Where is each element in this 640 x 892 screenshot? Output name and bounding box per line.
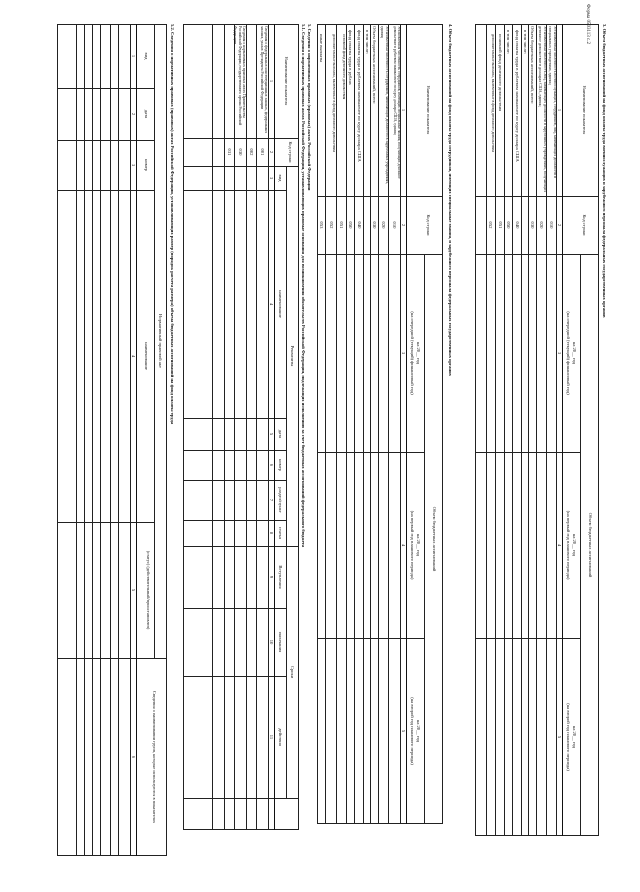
s4-header-year3-note: (на второй год планового периода) [410, 697, 415, 765]
s52-header-act: Нормативный правовой акт [158, 314, 163, 368]
s5-colnum: 11 [269, 734, 274, 740]
s4-colnum: 1 [401, 108, 406, 112]
section-3-title: 3. Объем бюджетных ассигнований на фонд оплаты труда военнослужащих и зарубежного персонала федеральных государственных органов [602, 24, 607, 318]
s3-row-code: 040 [515, 221, 520, 229]
s3-row-name: Установленная численность военнослужащих, сотрудников, лиц, занимающих должности в специальных учреждениях, единиц [548, 26, 557, 179]
s4-row-name: Установленная численность сотрудников, занимающих должности в зарубежных учреждениях, единиц [380, 26, 389, 185]
s3-row-code: 051 [498, 221, 503, 229]
s5-colnum: 2 [269, 150, 274, 154]
s4-header-volume: Объем бюджетных ассигнований [432, 506, 437, 572]
s3-row-name: основной фонд денежного довольствия [498, 34, 503, 112]
s52-header-num: номер [144, 159, 149, 171]
s3-header-year3-note: (на второй год планового периода) [566, 703, 571, 771]
s3-colnum: 2 [557, 223, 562, 227]
s4-row-name: Объем бюджетных ассигнований, всего [372, 26, 377, 104]
s5-header-start: Вступления [278, 565, 283, 589]
s5-header-end: окончания [278, 631, 283, 653]
s4-header-year1: на 20__ год [416, 341, 421, 365]
s52-colnum: 2 [131, 112, 136, 116]
s5-colnum: 5 [269, 432, 274, 436]
s3-row-code: 030 [530, 221, 535, 229]
section-4-title: 4. Объем бюджетных ассигнований на фонд оплаты труда сотрудников, имеющих специальные звания, и зарубежного персонала федеральных государственных органов [448, 24, 453, 376]
s3-row-name: Установленная численность лиц, занимающих должности в зарубежных учреждениях, получающих денежное довольствие в долларах США, единиц [538, 26, 547, 193]
s4-header-year2-note: (на первый год планового периода) [410, 510, 415, 580]
s4-colnum: 3 [401, 351, 406, 355]
s5-colnum: 7 [269, 498, 274, 502]
s5-header-article2: статья [278, 526, 283, 540]
s4-row-name: фонд оплаты труда в рублевом эквиваленте по курсу доллара США [357, 30, 362, 162]
s5-colnum: 9 [269, 575, 274, 579]
s5-header-article: раздел/пункт [278, 487, 283, 513]
s3-header-year2: на 20__ год [572, 533, 577, 557]
s4-row-code: 020 [381, 221, 386, 229]
s52-header-info: Сведения о наименовании групп, которые используются в показателях [152, 690, 157, 824]
s3-row-code: 050 [506, 221, 511, 229]
s5-header-dates: Сроки [290, 665, 295, 679]
s3-colnum: 4 [557, 543, 562, 547]
s52-colnum: 1 [131, 54, 136, 58]
s3-header-year3: на 20__ год [572, 725, 577, 749]
s3-row-name: дополнительные выплаты, включенные в фонд денежного довольствия [491, 34, 495, 152]
s4-header-year2: на 20__ год [416, 533, 421, 557]
s4-header-year1-note: (на очередной (текущий) финансовый год) [410, 311, 415, 395]
s4-row-code: 010 [392, 221, 397, 229]
s3-header-year1: на 20__ год [572, 341, 577, 365]
s52-colnum: 4 [131, 354, 136, 358]
s4-colnum: 2 [401, 223, 406, 227]
s4-colnum: 5 [401, 729, 406, 733]
s4-row-name: в том числе: [365, 30, 370, 54]
section-5-1-title: 5.1. Сведения о нормативных правовых актах Российской Федерации, устанавливающих правовые основания для возникновения обязательств Российской Федерации, подлежащих исполнению за счет бюджетных ассигнований федерального бюджета [301, 24, 306, 548]
s4-colnum: 4 [401, 543, 406, 547]
s4-row-code: 030 [372, 221, 377, 229]
s52-header-type: вид [144, 52, 149, 60]
s52-colnum: 3 [131, 163, 136, 167]
s5-header-type: вид [278, 174, 283, 182]
s52-header-date: дата [144, 109, 149, 119]
s3-row-name: Объем бюджетных ассигнований, всего [530, 26, 535, 104]
document-sheet [20, 18, 615, 878]
s5-colnum: 1 [269, 79, 274, 83]
s5-row-code: 030 [238, 148, 243, 156]
s4-row-code: 050 [348, 221, 353, 229]
s4-row-name: дополнительные выплаты, включенные в фонд денежного довольствия [332, 34, 336, 152]
s5-colnum: 4 [269, 302, 274, 306]
s5-header-requisites: Реквизиты [290, 345, 295, 367]
s4-row-name: Установленная численность сотрудников, имеющих специальные звания, получающих денежное довольствие в рублевом эквиваленте по курсу доллара США, единиц [392, 26, 401, 179]
s5-header-num: номер [278, 459, 283, 471]
s4-header-name: Наименование показателя [426, 85, 431, 135]
s3-header-year2-note: (на первый год планового периода) [566, 510, 571, 580]
s3-row-code: 020 [539, 221, 544, 229]
s5-header-code: Код строки [288, 141, 293, 163]
s4-row-code: 053 [319, 221, 324, 229]
s5-row-name: Сведения о федеральных конституционных законах, федеральных законах, указах Президента Российской Федерации [259, 26, 268, 134]
section-5-title: 5. Сведения о нормативных правовых (правовых) актах Российской Федерации [307, 24, 312, 191]
s5-colnum: 3 [269, 176, 274, 180]
s4-row-name: иные выплаты [319, 34, 324, 63]
s5-colnum: 6 [269, 463, 274, 467]
s3-header-volume: Объем бюджетных ассигнований [588, 512, 593, 578]
s5-header-date: дата [278, 429, 283, 439]
s3-row-code: 052 [488, 221, 493, 229]
s5-header-name: Наименование показателя [284, 56, 289, 106]
s3-row-name: фонд оплаты труда в рублевом эквиваленте по курсу доллара США [515, 30, 520, 162]
s3-header-name: Наименование показателя [582, 85, 587, 135]
s3-row-name: в том числе: [506, 30, 511, 54]
s5-row-code: 031 [227, 148, 232, 156]
s5-row-code: 002 [249, 148, 254, 156]
s4-row-name: основной фонд денежного довольствия [342, 34, 346, 100]
form-code: Форма 0503113 с.2 [585, 4, 590, 45]
s3-colnum: 5 [557, 735, 562, 739]
s3-row-name: в том числе: [523, 30, 528, 54]
s3-header-code: Код строки [582, 214, 587, 236]
s52-colnum: 5 [131, 588, 136, 592]
s52-colnum: 6 [131, 755, 136, 759]
s3-colnum: 1 [557, 108, 562, 112]
s5-header-naim: наименование [278, 290, 283, 318]
section-5-2-title: 5.2. Сведения о нормативных правовых (правовых) актах Российской Федерации, устанавливающих размер (порядок расчета размера) объема бюджетных ассигнований на фонд оплаты труда [170, 24, 175, 425]
s3-row-code: 010 [549, 221, 554, 229]
s4-header-year3: на 20__ год [416, 719, 421, 743]
s3-header-year1-note: (на очередной (текущий) финансовый год) [566, 311, 571, 395]
s52-header-status: (статус) (действительный/приостановлен) [146, 550, 151, 630]
s52-header-naim: наименование [144, 342, 149, 370]
s4-row-code: 051 [339, 221, 344, 229]
s5-header-deadline: действия [278, 728, 283, 746]
s3-colnum: 3 [557, 351, 562, 355]
s5-row-code: 001 [260, 148, 265, 156]
s4-row-code: 052 [329, 221, 334, 229]
s4-header-code: Код строки [426, 214, 431, 236]
s4-row-code: 040 [357, 221, 362, 229]
s5-colnum: 10 [269, 639, 274, 645]
s5-row-name: Сведения о нормативных правовых актах Правительства Российской Федерации, государственного органа Российской Федерации [233, 26, 246, 126]
s4-row-name: фонд оплаты труда в рублях [348, 30, 353, 85]
s5-colnum: 8 [269, 531, 274, 535]
